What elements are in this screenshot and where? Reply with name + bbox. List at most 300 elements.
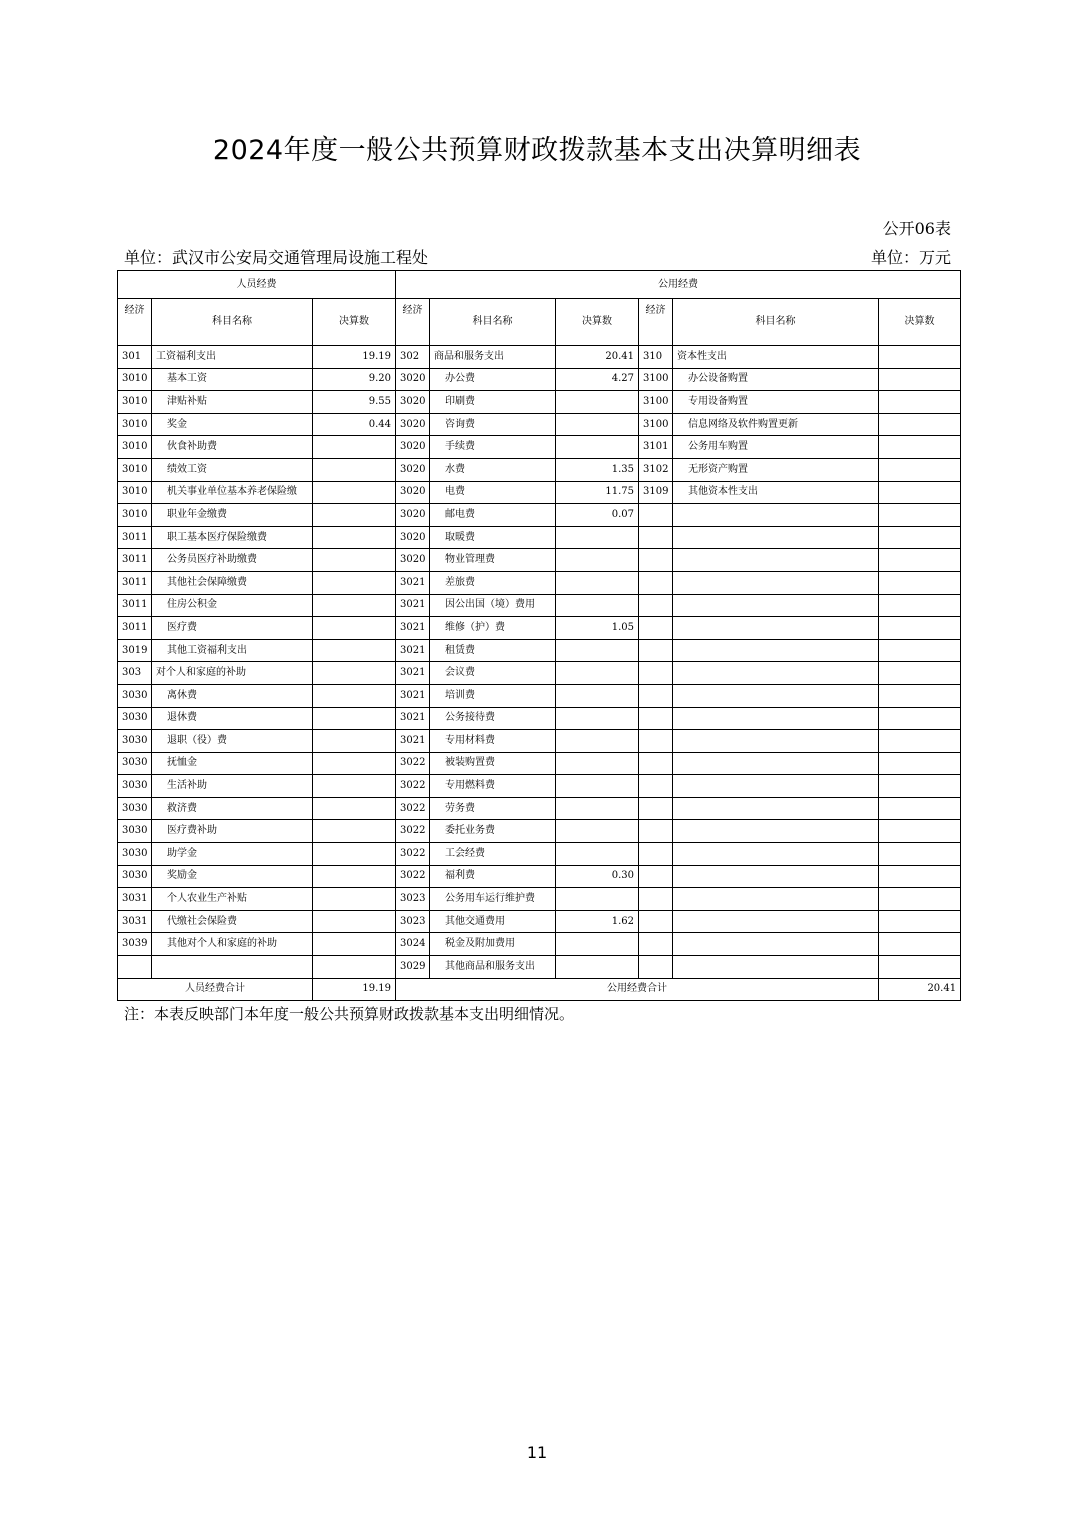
amount-cell	[556, 775, 639, 798]
amount-cell	[556, 684, 639, 707]
item-name-cell: 信息网络及软件购置更新	[673, 413, 879, 436]
table-row	[118, 910, 961, 933]
item-name-cell: 专用材料费	[430, 730, 556, 753]
item-name-cell: 生活补助	[152, 775, 313, 798]
economic-code-cell	[639, 933, 673, 956]
economic-code-cell: 3109	[639, 481, 673, 504]
economic-code-cell	[639, 571, 673, 594]
amount-cell	[313, 549, 396, 572]
amount-cell	[313, 956, 396, 979]
item-name-cell	[673, 933, 879, 956]
amount-cell	[313, 730, 396, 753]
amount-cell	[556, 797, 639, 820]
economic-code-cell	[639, 752, 673, 775]
amount-cell	[879, 639, 961, 662]
table-row	[118, 526, 961, 549]
expenditure-detail-table	[117, 270, 961, 1001]
table-row	[118, 549, 961, 572]
amount-cell	[313, 684, 396, 707]
item-name-cell	[673, 910, 879, 933]
amount-cell	[556, 956, 639, 979]
item-name-cell: 代缴社会保险费	[152, 910, 313, 933]
item-name-cell: 专用燃料费	[430, 775, 556, 798]
amount-cell	[313, 843, 396, 866]
amount-cell	[879, 910, 961, 933]
amount-cell: 11.75	[556, 481, 639, 504]
amount-cell	[556, 730, 639, 753]
item-name-cell: 无形资产购置	[673, 458, 879, 481]
economic-code-cell: 3030	[118, 843, 152, 866]
amount-cell	[879, 843, 961, 866]
item-name-cell: 维修（护）费	[430, 617, 556, 640]
economic-code-cell: 3100	[639, 413, 673, 436]
amount-header: 决算数	[879, 299, 961, 346]
economic-code-cell: 3022	[396, 775, 430, 798]
amount-cell	[879, 775, 961, 798]
amount-header: 决算数	[313, 299, 396, 346]
amount-cell: 0.30	[556, 865, 639, 888]
item-name-cell: 会议费	[430, 662, 556, 685]
column-header-row	[118, 299, 961, 346]
item-name-cell: 电费	[430, 481, 556, 504]
amount-cell	[313, 436, 396, 459]
economic-code-cell	[639, 594, 673, 617]
personnel-header: 人员经费	[118, 271, 396, 299]
item-name-cell: 其他对个人和家庭的补助	[152, 933, 313, 956]
economic-code-cell: 3022	[396, 843, 430, 866]
economic-code-cell: 3022	[396, 865, 430, 888]
table-row	[118, 346, 961, 369]
economic-code-cell: 3010	[118, 413, 152, 436]
economic-code-cell: 310	[639, 346, 673, 369]
item-name-cell: 对个人和家庭的补助	[152, 662, 313, 685]
economic-code-cell: 3020	[396, 481, 430, 504]
economic-code-cell: 3030	[118, 820, 152, 843]
economic-code-cell: 3031	[118, 888, 152, 911]
amount-cell	[556, 820, 639, 843]
amount-cell	[313, 458, 396, 481]
table-row	[118, 933, 961, 956]
economic-code-cell: 3024	[396, 933, 430, 956]
economic-code-cell: 3022	[396, 752, 430, 775]
item-name-cell	[673, 865, 879, 888]
amount-cell	[313, 933, 396, 956]
economic-code-cell: 3020	[396, 526, 430, 549]
item-name-cell	[673, 526, 879, 549]
item-name-cell: 其他工资福利支出	[152, 639, 313, 662]
item-name-cell: 办公设备购置	[673, 368, 879, 391]
item-name-cell: 委托业务费	[430, 820, 556, 843]
item-name-cell: 助学金	[152, 843, 313, 866]
item-name-cell: 租赁费	[430, 639, 556, 662]
item-name-cell	[152, 956, 313, 979]
economic-code-cell	[639, 910, 673, 933]
amount-cell	[879, 888, 961, 911]
amount-cell	[556, 707, 639, 730]
item-name-cell: 专用设备购置	[673, 391, 879, 414]
item-name-cell: 津贴补贴	[152, 391, 313, 414]
amount-cell	[556, 436, 639, 459]
footnote: 注：本表反映部门本年度一般公共预算财政拨款基本支出明细情况。	[124, 1005, 575, 1023]
amount-cell	[879, 368, 961, 391]
item-name-cell: 伙食补助费	[152, 436, 313, 459]
economic-code-cell: 3010	[118, 436, 152, 459]
item-name-cell	[673, 752, 879, 775]
amount-cell	[879, 684, 961, 707]
table-row	[118, 504, 961, 527]
economic-code-cell: 3023	[396, 888, 430, 911]
public-header: 公用经费	[396, 271, 961, 299]
economic-code-cell: 3021	[396, 594, 430, 617]
amount-cell	[879, 797, 961, 820]
code-header: 经济	[118, 299, 152, 346]
item-name-cell: 工资福利支出	[152, 346, 313, 369]
amount-cell	[879, 617, 961, 640]
amount-cell: 1.62	[556, 910, 639, 933]
economic-code-cell: 3030	[118, 797, 152, 820]
amount-cell: 9.20	[313, 368, 396, 391]
table-row	[118, 820, 961, 843]
economic-code-cell: 3021	[396, 571, 430, 594]
economic-code-cell: 3022	[396, 797, 430, 820]
economic-code-cell: 3021	[396, 707, 430, 730]
item-name-cell: 手续费	[430, 436, 556, 459]
item-name-cell: 商品和服务支出	[430, 346, 556, 369]
economic-code-cell: 3101	[639, 436, 673, 459]
amount-cell	[313, 707, 396, 730]
amount-cell	[313, 617, 396, 640]
item-name-cell: 税金及附加费用	[430, 933, 556, 956]
item-name-cell: 劳务费	[430, 797, 556, 820]
item-name-cell	[673, 843, 879, 866]
item-name-cell: 被装购置费	[430, 752, 556, 775]
economic-code-cell	[639, 684, 673, 707]
amount-cell: 4.27	[556, 368, 639, 391]
item-name-cell: 抚恤金	[152, 752, 313, 775]
item-name-cell: 工会经费	[430, 843, 556, 866]
item-name-cell: 水费	[430, 458, 556, 481]
item-name-cell	[673, 617, 879, 640]
item-name-cell	[673, 730, 879, 753]
economic-code-cell: 3021	[396, 730, 430, 753]
economic-code-cell: 3020	[396, 504, 430, 527]
economic-code-cell	[639, 775, 673, 798]
economic-code-cell: 3039	[118, 933, 152, 956]
item-name-cell	[673, 594, 879, 617]
economic-code-cell: 3102	[639, 458, 673, 481]
name-header: 科目名称	[673, 299, 879, 346]
amount-cell	[879, 752, 961, 775]
item-name-cell: 奖励金	[152, 865, 313, 888]
item-name-cell: 个人农业生产补贴	[152, 888, 313, 911]
item-name-cell: 物业管理费	[430, 549, 556, 572]
economic-code-cell: 3010	[118, 391, 152, 414]
amount-cell	[879, 730, 961, 753]
economic-code-cell: 3100	[639, 368, 673, 391]
amount-cell	[556, 639, 639, 662]
item-name-cell: 其他社会保障缴费	[152, 571, 313, 594]
item-name-cell: 差旅费	[430, 571, 556, 594]
table-row	[118, 752, 961, 775]
table-row	[118, 707, 961, 730]
amount-cell	[556, 526, 639, 549]
table-row	[118, 865, 961, 888]
item-name-cell: 培训费	[430, 684, 556, 707]
economic-code-cell: 302	[396, 346, 430, 369]
amount-cell	[313, 910, 396, 933]
amount-cell: 19.19	[313, 346, 396, 369]
economic-code-cell: 3011	[118, 549, 152, 572]
economic-code-cell	[639, 888, 673, 911]
item-name-cell: 奖金	[152, 413, 313, 436]
economic-code-cell: 3031	[118, 910, 152, 933]
item-name-cell: 邮电费	[430, 504, 556, 527]
table-row	[118, 617, 961, 640]
economic-code-cell	[639, 662, 673, 685]
economic-code-cell: 3020	[396, 391, 430, 414]
amount-cell	[556, 594, 639, 617]
amount-cell: 0.44	[313, 413, 396, 436]
amount-cell: 1.05	[556, 617, 639, 640]
item-name-cell	[673, 775, 879, 798]
economic-code-cell	[639, 956, 673, 979]
amount-cell	[556, 662, 639, 685]
table-row	[118, 662, 961, 685]
amount-cell	[556, 413, 639, 436]
item-name-cell: 公务接待费	[430, 707, 556, 730]
economic-code-cell	[639, 797, 673, 820]
economic-code-cell	[639, 730, 673, 753]
item-name-cell	[673, 504, 879, 527]
group-header-row	[118, 271, 961, 299]
amount-cell	[556, 571, 639, 594]
item-name-cell: 因公出国（境）费用	[430, 594, 556, 617]
item-name-cell: 离休费	[152, 684, 313, 707]
item-name-cell: 退职（役）费	[152, 730, 313, 753]
economic-code-cell	[639, 820, 673, 843]
page-title: 2024年度一般公共预算财政拨款基本支出决算明细表	[212, 135, 862, 166]
amount-cell	[879, 458, 961, 481]
economic-code-cell: 3010	[118, 458, 152, 481]
economic-code-cell: 3010	[118, 504, 152, 527]
item-name-cell	[673, 684, 879, 707]
item-name-cell: 咨询费	[430, 413, 556, 436]
economic-code-cell: 3010	[118, 481, 152, 504]
economic-code-cell: 3020	[396, 413, 430, 436]
economic-code-cell: 3100	[639, 391, 673, 414]
amount-cell	[879, 662, 961, 685]
currency-label: 单位：万元	[870, 248, 951, 267]
economic-code-cell: 3021	[396, 684, 430, 707]
item-name-cell: 其他资本性支出	[673, 481, 879, 504]
item-name-cell	[673, 888, 879, 911]
amount-cell	[313, 888, 396, 911]
item-name-cell: 公务员医疗补助缴费	[152, 549, 313, 572]
economic-code-cell	[639, 617, 673, 640]
amount-cell	[879, 956, 961, 979]
item-name-cell	[673, 707, 879, 730]
economic-code-cell: 3020	[396, 458, 430, 481]
economic-code-cell	[639, 549, 673, 572]
amount-cell	[879, 571, 961, 594]
economic-code-cell: 3010	[118, 368, 152, 391]
item-name-cell: 医疗费	[152, 617, 313, 640]
economic-code-cell: 3020	[396, 436, 430, 459]
personnel-total-label: 人员经费合计	[118, 978, 313, 1000]
amount-cell	[879, 413, 961, 436]
amount-cell	[556, 752, 639, 775]
amount-cell	[879, 594, 961, 617]
amount-header: 决算数	[556, 299, 639, 346]
item-name-cell: 取暖费	[430, 526, 556, 549]
economic-code-cell: 3011	[118, 526, 152, 549]
public-total-label: 公用经费合计	[396, 978, 879, 1000]
economic-code-cell	[639, 639, 673, 662]
code-header: 经济	[639, 299, 673, 346]
amount-cell	[313, 752, 396, 775]
amount-cell	[313, 797, 396, 820]
table-row	[118, 775, 961, 798]
amount-cell	[879, 504, 961, 527]
code-header: 经济	[396, 299, 430, 346]
personnel-total-value: 19.19	[313, 978, 396, 1000]
item-name-cell: 资本性支出	[673, 346, 879, 369]
table-row	[118, 368, 961, 391]
item-name-cell: 公务用车运行维护费	[430, 888, 556, 911]
amount-cell	[556, 933, 639, 956]
economic-code-cell: 3030	[118, 752, 152, 775]
amount-cell	[556, 843, 639, 866]
item-name-cell: 退休费	[152, 707, 313, 730]
amount-cell	[879, 820, 961, 843]
item-name-cell: 绩效工资	[152, 458, 313, 481]
economic-code-cell: 303	[118, 662, 152, 685]
item-name-cell: 基本工资	[152, 368, 313, 391]
amount-cell	[313, 820, 396, 843]
economic-code-cell: 301	[118, 346, 152, 369]
table-row	[118, 391, 961, 414]
economic-code-cell: 3029	[396, 956, 430, 979]
economic-code-cell	[639, 865, 673, 888]
amount-cell	[556, 391, 639, 414]
amount-cell	[313, 526, 396, 549]
amount-cell	[313, 594, 396, 617]
amount-cell	[879, 436, 961, 459]
item-name-cell	[673, 549, 879, 572]
item-name-cell	[673, 797, 879, 820]
public-total-value: 20.41	[879, 978, 961, 1000]
economic-code-cell	[639, 526, 673, 549]
item-name-cell: 医疗费补助	[152, 820, 313, 843]
item-name-cell: 救济费	[152, 797, 313, 820]
item-name-cell: 印刷费	[430, 391, 556, 414]
item-name-cell: 职业年金缴费	[152, 504, 313, 527]
table-number: 公开06表	[882, 219, 951, 238]
item-name-cell	[673, 956, 879, 979]
economic-code-cell: 3030	[118, 865, 152, 888]
economic-code-cell: 3020	[396, 368, 430, 391]
amount-cell	[879, 346, 961, 369]
economic-code-cell: 3030	[118, 730, 152, 753]
table-row	[118, 888, 961, 911]
table-row	[118, 458, 961, 481]
economic-code-cell	[639, 707, 673, 730]
economic-code-cell: 3020	[396, 549, 430, 572]
amount-cell	[879, 481, 961, 504]
amount-cell	[313, 662, 396, 685]
table-row	[118, 639, 961, 662]
economic-code-cell: 3019	[118, 639, 152, 662]
item-name-cell: 职工基本医疗保险缴费	[152, 526, 313, 549]
economic-code-cell: 3030	[118, 684, 152, 707]
item-name-cell: 福利费	[430, 865, 556, 888]
item-name-cell	[673, 639, 879, 662]
amount-cell: 20.41	[556, 346, 639, 369]
unit-label: 单位：武汉市公安局交通管理局设施工程处	[124, 248, 429, 267]
page-number: 11	[526, 1443, 548, 1462]
table-row	[118, 594, 961, 617]
economic-code-cell: 3011	[118, 571, 152, 594]
amount-cell	[313, 865, 396, 888]
item-name-cell	[673, 820, 879, 843]
item-name-cell: 机关事业单位基本养老保险缴	[152, 481, 313, 504]
item-name-cell: 其他交通费用	[430, 910, 556, 933]
table-row	[118, 797, 961, 820]
item-name-cell	[673, 571, 879, 594]
economic-code-cell: 3021	[396, 639, 430, 662]
name-header: 科目名称	[430, 299, 556, 346]
table-row	[118, 571, 961, 594]
amount-cell: 1.35	[556, 458, 639, 481]
amount-cell	[879, 865, 961, 888]
economic-code-cell: 3022	[396, 820, 430, 843]
name-header: 科目名称	[152, 299, 313, 346]
economic-code-cell: 3011	[118, 594, 152, 617]
economic-code-cell: 3023	[396, 910, 430, 933]
item-name-cell: 公务用车购置	[673, 436, 879, 459]
amount-cell	[879, 391, 961, 414]
amount-cell: 0.07	[556, 504, 639, 527]
amount-cell	[313, 775, 396, 798]
amount-cell	[879, 933, 961, 956]
totals-row	[118, 978, 961, 1000]
economic-code-cell: 3030	[118, 775, 152, 798]
table-row	[118, 730, 961, 753]
amount-cell: 9.55	[313, 391, 396, 414]
table-row	[118, 684, 961, 707]
table-row	[118, 956, 961, 979]
economic-code-cell: 3011	[118, 617, 152, 640]
amount-cell	[556, 549, 639, 572]
item-name-cell: 住房公积金	[152, 594, 313, 617]
economic-code-cell	[118, 956, 152, 979]
economic-code-cell	[639, 504, 673, 527]
economic-code-cell: 3021	[396, 617, 430, 640]
amount-cell	[313, 504, 396, 527]
amount-cell	[879, 707, 961, 730]
table-row	[118, 843, 961, 866]
amount-cell	[313, 571, 396, 594]
table-row	[118, 436, 961, 459]
amount-cell	[879, 549, 961, 572]
table-row	[118, 481, 961, 504]
item-name-cell: 办公费	[430, 368, 556, 391]
economic-code-cell	[639, 843, 673, 866]
item-name-cell: 其他商品和服务支出	[430, 956, 556, 979]
amount-cell	[879, 526, 961, 549]
economic-code-cell: 3030	[118, 707, 152, 730]
table-row	[118, 413, 961, 436]
